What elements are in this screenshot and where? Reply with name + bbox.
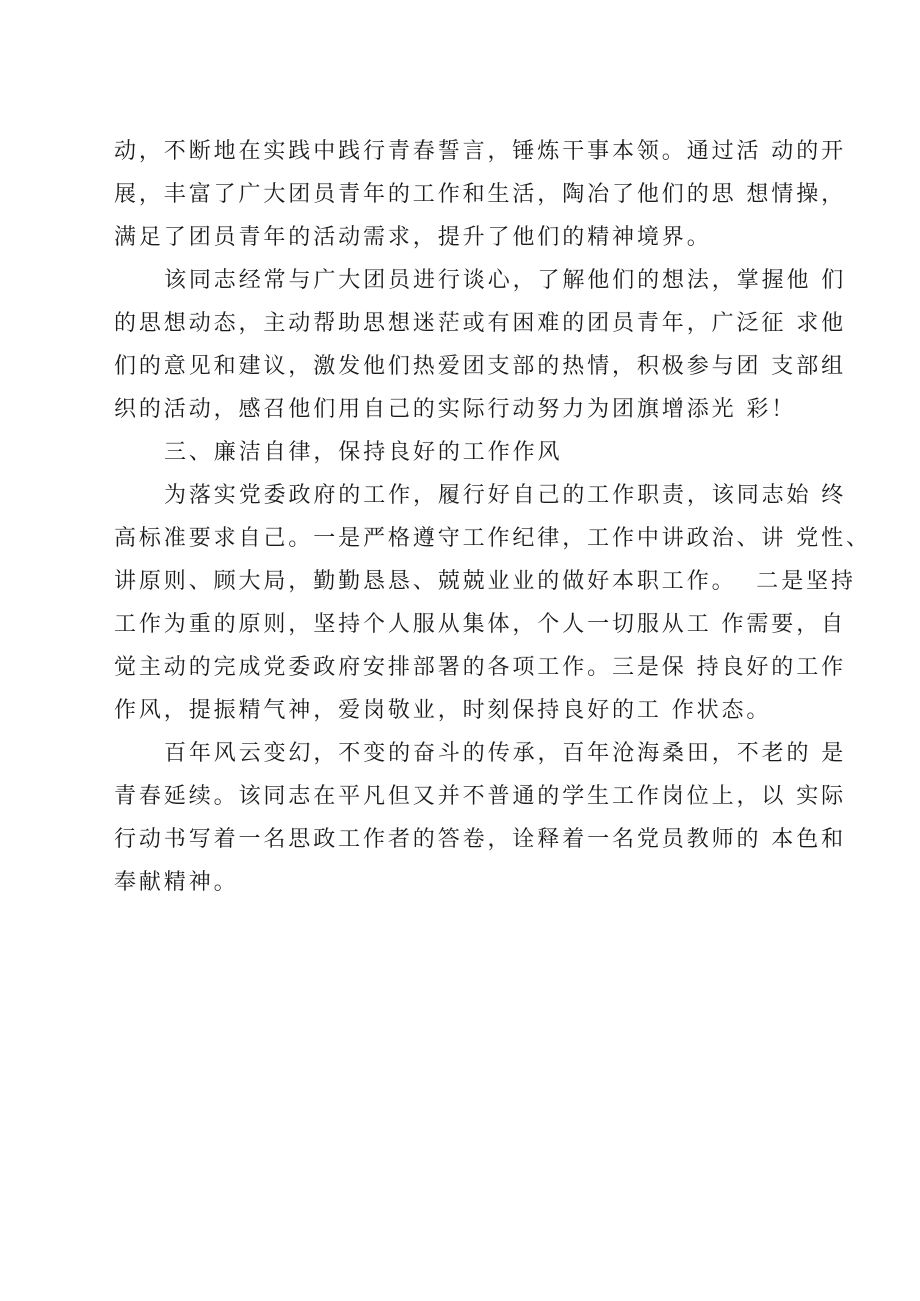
paragraph-first-line: 为落实党委政府的工作，履行好自己的工作职责，该同志始 终 — [164, 483, 847, 508]
text-line: 行动书写着一名思政工作者的答卷，诠释着一名党员教师的 本色和 — [114, 827, 846, 852]
text-line: 织的活动，感召他们用自己的实际行动努力为团旗增添光 彩！ — [114, 397, 797, 422]
paragraph-first-line: 该同志经常与广大团员进行谈心，了解他们的想法，掌握他 们 — [164, 268, 847, 293]
text-line: 高标准要求自己。一是严格遵守工作纪律，工作中讲政治、讲 党性、 — [114, 526, 871, 551]
text-line: 青春延续。该同志在平凡但又并不普通的学生工作岗位上，以 实际 — [114, 784, 846, 809]
text-line: 们的意见和建议，激发他们热爱团支部的热情，积极参与团 支部组 — [114, 354, 846, 379]
text-line: 工作为重的原则，坚持个人服从集体，个人一切服从工 作需要，自 — [114, 612, 846, 637]
text-line: 的思想动态，主动帮助思想迷茫或有困难的团员青年，广泛征 求他 — [114, 311, 846, 336]
paragraph-first-line: 百年风云变幻，不变的奋斗的传承，百年沧海桑田，不老的 是 — [164, 741, 847, 766]
text-line: 动，不断地在实践中践行青春誓言，锤炼干事本领。通过活 动的开 — [114, 139, 846, 164]
text-line: 满足了团员青年的活动需求，提升了他们的精神境界。 — [114, 225, 712, 250]
text-line: 作风，提振精气神，爱岗敬业，时刻保持良好的工 作状态。 — [114, 698, 772, 723]
text-line: 奉献精神。 — [114, 870, 239, 895]
text-line: 讲原则、顾大局，勤勤恳恳、兢兢业业的做好本职工作。 二是坚持 — [114, 569, 856, 594]
document-body — [114, 130, 871, 904]
text-line: 觉主动的完成党委政府安排部署的各项工作。三是保 持良好的工作 — [114, 655, 846, 680]
section-heading: 三、廉洁自律，保持良好的工作作风 — [164, 440, 563, 465]
text-line: 展，丰富了广大团员青年的工作和生活，陶冶了他们的思 想情操， — [114, 182, 846, 207]
